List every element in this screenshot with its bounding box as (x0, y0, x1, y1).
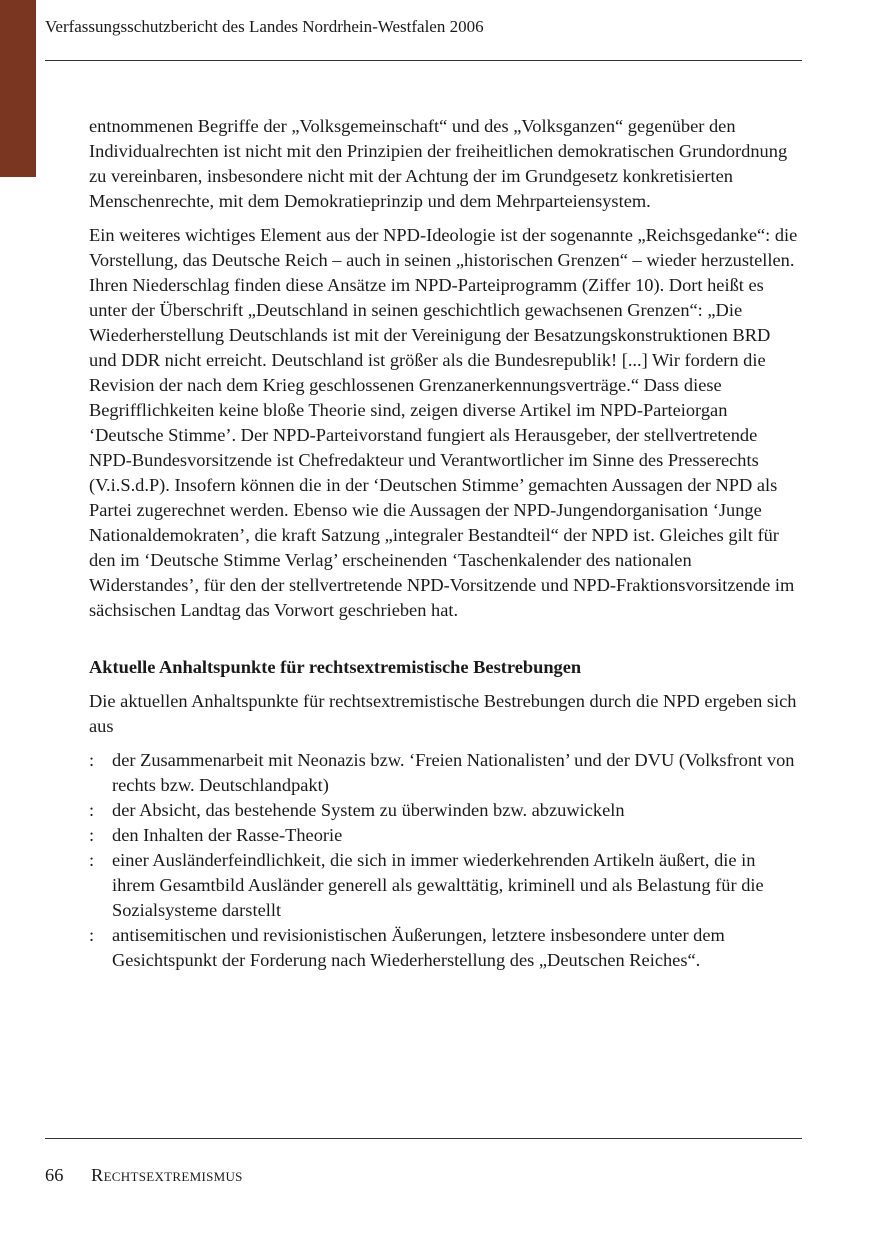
paragraph-2: Ein weiteres wichtiges Element aus der NPD-Ideologie ist der sogenannte „Reichsgedanke“: die Vorstellung, das Deutsche Reich – auch in seinen „historischen Grenzen“ – wieder herzustellen. Ihren Niederschlag finden diese Ansätze im NPD-Parteiprogramm (Ziffer 10). Dort heißt es unter der Überschrift „Deutschland in seinen geschichtlich gewachsenen Grenzen“: „Die Wiederherstellung Deutschlands ist mit der Vereinigung der Besatzungskonstruktionen BRD und DDR nicht erreicht. Deutschland ist größer als die Bundesrepublik! [...] Wir fordern die Revision der nach dem Krieg geschlossenen Grenzanerkennungsverträge.“ Dass diese Begrifflichkeiten keine bloße Theorie sind, zeigen diverse Artikel im NPD-Parteiorgan ‘Deutsche Stimme’. Der NPD-Parteivorstand fungiert als Herausgeber, der stellvertretende NPD-Bundesvorsitzende ist Chefredakteur und Verantwortlicher im Sinne des Presserechts (V.i.S.d.P). Insofern können die in der ‘Deutschen Stimme’ gemachten Aussagen der NPD als Partei zugerechnet werden. Ebenso wie die Aussagen der NPD-Jungendorganisation ‘Junge Nationaldemokraten’, die kraft Satzung „integraler Bestandteil“ der NPD ist. Gleiches gilt für den im ‘Deutsche Stimme Verlag’ erscheinenden ‘Taschenkalender des nationalen Widerstandes’, für den der stellvertretende NPD-Vorsitzende und NPD-Fraktionsvorsitzende im sächsischen Landtag das Vorwort geschrieben hat. (89, 225, 798, 620)
list-item-text: der Zusammenarbeit mit Neonazis bzw. ‘Freien Nationalisten’ und der DVU (Volksfront von rechts bzw. Deutschlandpakt) (112, 750, 795, 795)
page-number: 66 (45, 1165, 64, 1185)
chapter-color-tab (0, 0, 36, 177)
section-name: Rechtsextremismus (91, 1165, 243, 1185)
list-item-text: antisemitischen und revisionistischen Äußerungen, letztere insbesondere unter dem Gesichtspunkt der Forderung nach Wiederherstellung des „Deutschen Reiches“. (112, 925, 725, 970)
bullet-marker: : (89, 800, 95, 820)
section-heading: Aktuelle Anhaltspunkte für rechtsextremistische Bestrebungen (89, 657, 582, 677)
bullet-list (89, 748, 801, 973)
list-item (89, 798, 801, 823)
paragraph-3: Die aktuellen Anhaltspunkte für rechtsextremistische Bestrebungen durch die NPD ergeben sich aus (89, 691, 797, 736)
bullet-marker: : (89, 750, 95, 770)
bullet-marker: : (89, 925, 95, 945)
list-item (89, 748, 801, 798)
header-rule (45, 60, 802, 61)
list-item (89, 823, 801, 848)
list-item-text: einer Ausländerfeindlichkeit, die sich in immer wiederkehrenden Artikeln äußert, die in ihrem Gesamtbild Ausländer generell als gewalttätig, kriminell und als Belastung für die Sozialsysteme darstellt (112, 850, 764, 920)
list-item (89, 923, 801, 973)
list-item (89, 848, 801, 923)
list-item-text: der Absicht, das bestehende System zu überwinden bzw. abzuwickeln (112, 800, 625, 820)
bullet-marker: : (89, 825, 95, 845)
running-header-title: Verfassungsschutzbericht des Landes Nordrhein-Westfalen 2006 (45, 17, 484, 36)
page-content (89, 114, 801, 973)
bullet-marker: : (89, 850, 95, 870)
footer-rule (45, 1138, 802, 1139)
page-footer (45, 1163, 243, 1187)
list-item-text: den Inhalten der Rasse-Theorie (112, 825, 343, 845)
paragraph-1: entnommenen Begriffe der „Volksgemeinschaft“ und des „Volksganzen“ gegenüber den Individualrechten ist nicht mit den Prinzipien der freiheitlichen demokratischen Grundordnung zu vereinbaren, insbesondere nicht mit der Achtung der im Grundgesetz konkretisierten Menschenrechte, mit dem Demokratieprinzip und dem Mehrparteiensystem. (89, 116, 788, 211)
